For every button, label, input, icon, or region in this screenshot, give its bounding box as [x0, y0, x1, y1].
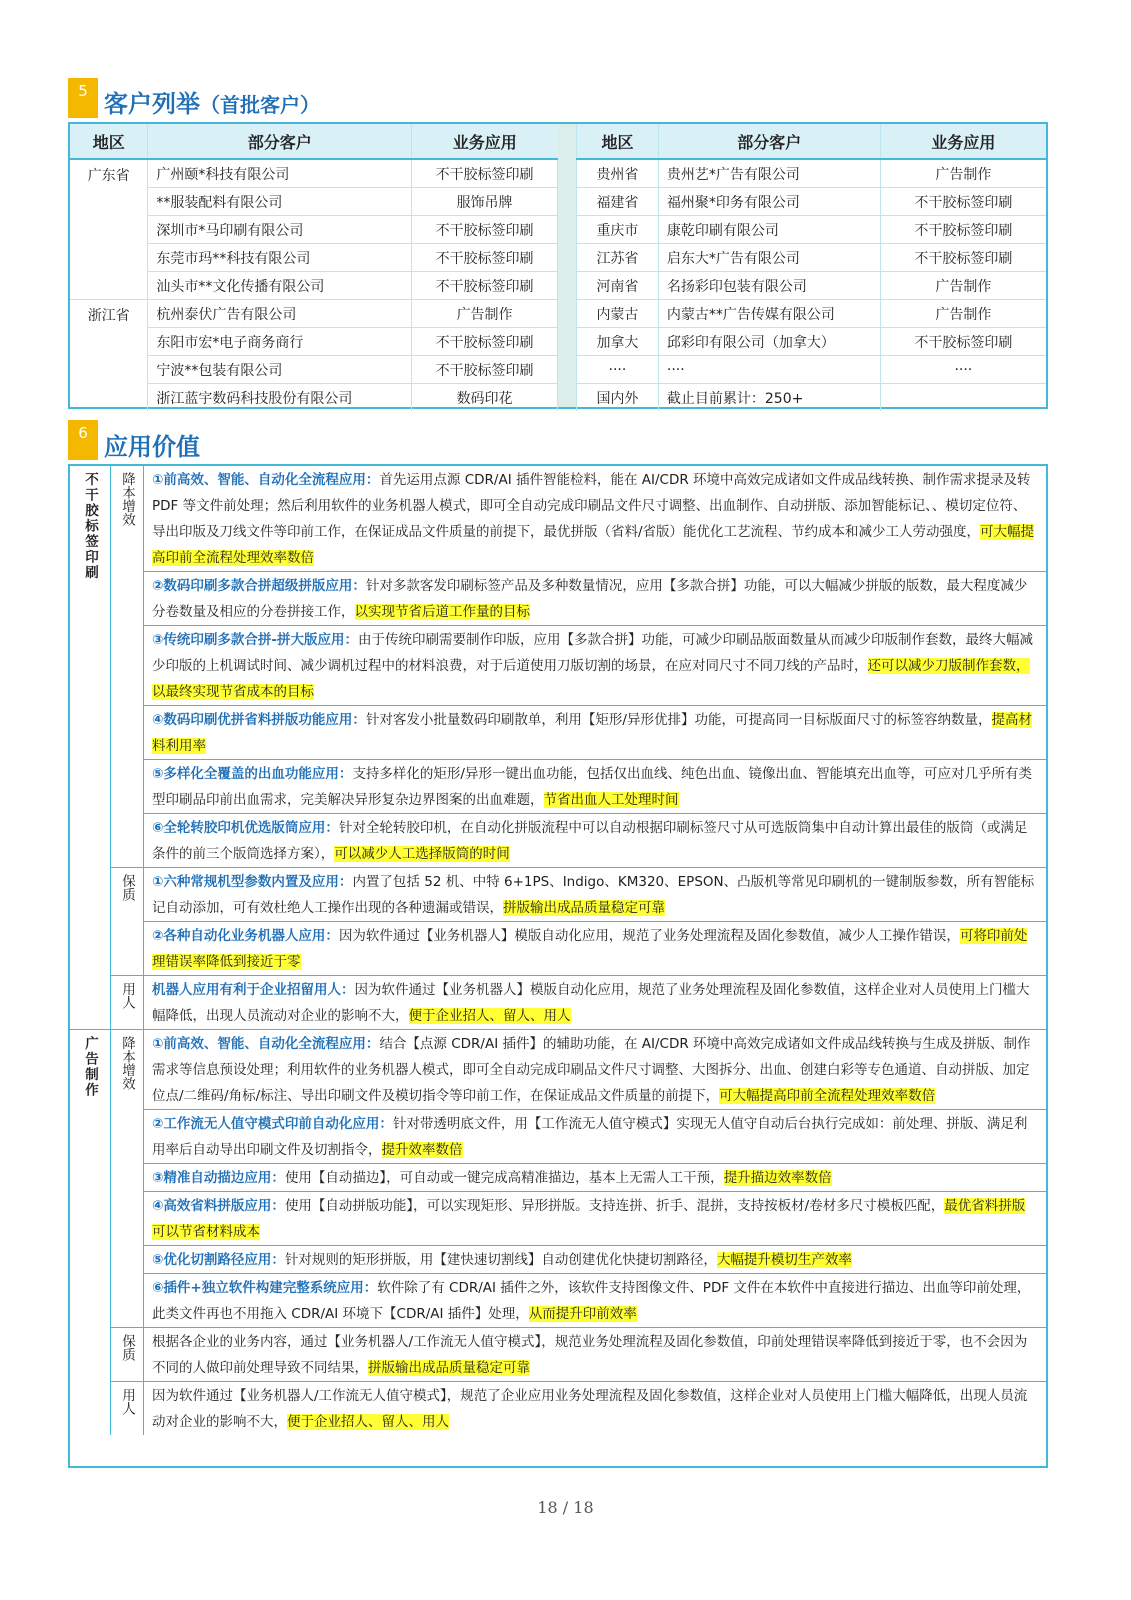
- item-lead: ③传统印刷多款合拼-拼大版应用：: [152, 632, 359, 648]
- value-item: [144, 1382, 1047, 1436]
- value-item: [144, 1030, 1047, 1110]
- header-region: 地区: [577, 124, 659, 159]
- item-body: 针对多款客发印刷标签产品及多种数量情况，应用【多款合拼】功能，可以大幅减少拼版的版数，最大程度减少分卷数量及相应的分卷拼接工作，: [152, 578, 1028, 620]
- table-row: [577, 159, 1047, 188]
- subcategory-text: 保质: [119, 1334, 135, 1361]
- region-cell: 加拿大: [577, 328, 659, 356]
- application-cell: 服饰吊牌: [412, 188, 558, 216]
- table-row: [70, 300, 558, 328]
- subcategory-cost-efficiency: [111, 1030, 144, 1328]
- region-cell: 福建省: [577, 188, 659, 216]
- header-application: 业务应用: [412, 124, 558, 159]
- page-number: 18 / 18: [537, 1498, 594, 1517]
- table-row: [70, 1328, 1046, 1382]
- table-row: [70, 466, 1046, 572]
- value-item: [144, 760, 1047, 814]
- application-cell: 不干胶标签印刷: [412, 356, 558, 384]
- table-row: [70, 814, 1046, 868]
- item-lead: ⑤优化切割路径应用：: [152, 1252, 285, 1268]
- table-row: [70, 1164, 1046, 1192]
- region-cell: 浙江省: [70, 300, 148, 412]
- item-highlight: 提升描边效率数倍: [723, 1170, 832, 1186]
- application-cell: 不干胶标签印刷: [880, 216, 1046, 244]
- customer-cell: 汕头市**文化传播有限公司: [148, 272, 412, 300]
- table-row: [70, 760, 1046, 814]
- item-lead: ②各种自动化业务机器人应用：: [152, 928, 339, 944]
- value-item: [144, 868, 1047, 922]
- subcategory-text: 用人: [119, 1388, 135, 1415]
- item-lead: ②数码印刷多款合拼超级拼版应用：: [152, 578, 366, 594]
- item-body: 由于传统印刷需要制作印版，应用【多款合拼】功能，可减少印刷品版面数量从而减少印版制作套数，最终大幅减少印版的上机调试时间、减少调机过程中的材料浪费，对于后道使用刀版切割的场景，在应对同尺寸不同刀线的产品时，: [152, 632, 1034, 674]
- item-body: 因为软件通过【业务机器人】模版自动化应用，规范了业务处理流程及固化参数值，这样企业对人员使用上门槛大幅降低，出现人员流动对企业的影响不大，: [152, 982, 1030, 1024]
- application-cell: [880, 384, 1046, 412]
- section-5-heading: [68, 78, 320, 118]
- customer-cell: 宁波**包装有限公司: [148, 356, 412, 384]
- value-item: [144, 1274, 1047, 1328]
- table-row: [70, 1110, 1046, 1164]
- table-row: [70, 1274, 1046, 1328]
- table-row: [70, 1382, 1046, 1436]
- item-highlight: 还可以减少刀版制作套数，以最终实现节省成本的目标: [152, 658, 1030, 700]
- customer-cell: 东阳市宏*电子商务商行: [148, 328, 412, 356]
- item-highlight: 提高材料利用率: [152, 712, 1032, 754]
- application-value-box: [68, 464, 1048, 1468]
- table-header-row: [577, 124, 1047, 159]
- value-item: [144, 1246, 1047, 1274]
- table-row: [577, 244, 1047, 272]
- value-item: [144, 814, 1047, 868]
- customer-cell: 广州颐*科技有限公司: [148, 159, 412, 188]
- region-cell: ····: [577, 356, 659, 384]
- table-row: [70, 572, 1046, 626]
- item-body: 针对带透明底文件，用【工作流无人值守模式】实现无人值守自动后台执行完成如：前处理、拼版、满足利用率后自动导出印刷文件及切割指令，: [152, 1116, 1028, 1158]
- item-lead: ④高效省料拼版应用：: [152, 1198, 285, 1214]
- header-application: 业务应用: [880, 124, 1046, 159]
- region-cell: 贵州省: [577, 159, 659, 188]
- region-cell: 广东省: [70, 159, 148, 300]
- item-lead: ①前高效、智能、自动化全流程应用：: [152, 1036, 380, 1052]
- customer-cell: 名扬彩印包装有限公司: [658, 272, 880, 300]
- category-text: 广告制作: [82, 1036, 98, 1098]
- item-highlight: 提升效率数倍: [381, 1142, 463, 1158]
- customer-cell: 邱彩印有限公司（加拿大）: [658, 328, 880, 356]
- item-highlight: 可将印前处理错误率降低到接近于零: [152, 928, 1028, 970]
- section-title-sub: （首批客户）: [200, 93, 320, 117]
- table-row: [577, 216, 1047, 244]
- table-row: [70, 1192, 1046, 1246]
- application-cell: 数码印花: [412, 384, 558, 412]
- customer-table-box: [68, 122, 1048, 409]
- customer-cell: ····: [658, 356, 880, 384]
- customer-cell: 深圳市*马印刷有限公司: [148, 216, 412, 244]
- item-body: 使用【自动拼版功能】，可以实现矩形、异形拼版。支持连拼、折手、混拼，支持按板材/卷材多尺寸模板匹配，: [284, 1198, 945, 1214]
- value-item: [144, 706, 1047, 760]
- item-body: 软件除了有 CDR/AI 插件之外，该软件支持图像文件、PDF 文件在本软件中直接进行描边、出血等印前处理，此类文件再也不用拖入 CDR/AI 环境下【CDR/AI 插件】处理，: [152, 1280, 1031, 1322]
- item-body: 因为软件通过【业务机器人/工作流无人值守模式】，规范了企业应用业务处理流程及固化参数值，这样企业对人员使用上门槛大幅降低，出现人员流动对企业的影响不大，: [152, 1388, 1028, 1430]
- item-highlight: 从而提升印前效率: [528, 1306, 637, 1322]
- customer-table-left: [70, 124, 558, 411]
- application-cell: 广告制作: [880, 272, 1046, 300]
- customer-cell: 启东大*广告有限公司: [658, 244, 880, 272]
- application-value-table: [70, 466, 1046, 1435]
- item-highlight: 便于企业招人、留人、用人: [408, 1008, 571, 1024]
- region-cell: 河南省: [577, 272, 659, 300]
- category-label-printing: [70, 466, 111, 1030]
- application-cell: ····: [880, 356, 1046, 384]
- item-body: 首先运用点源 CDR/AI 插件智能检料，能在 AI/CDR 环境中高效完成诸如文件成品线转换、制作需求提录及转 PDF 等文件前处理；然后利用软件的业务机器人模式，即可全自动完成印刷品文件尺寸调整、出血制作、自动拼版、添加智能标记、、模切定位符、导出印版及刀线文件等印前工作，在保证成品文件质量的前提下，最优拼版（省料/省版）能优化工艺流程、节约成本和减少工人劳动强度，: [152, 472, 1031, 540]
- item-lead: ⑤多样化全覆盖的出血功能应用：: [152, 766, 353, 782]
- item-highlight: 以实现节省后道工作量的目标: [354, 604, 530, 620]
- item-lead: 机器人应用有利于企业招留用人：: [152, 982, 355, 998]
- value-item: [144, 1110, 1047, 1164]
- table-row: [577, 300, 1047, 328]
- customer-cell: 东莞市玛**科技有限公司: [148, 244, 412, 272]
- customer-cell: 截止目前累计：250+: [658, 384, 880, 412]
- table-row: [577, 328, 1047, 356]
- item-highlight: 可大幅提高印前全流程处理效率数倍: [719, 1088, 936, 1104]
- value-item: [144, 466, 1047, 572]
- item-body: 内置了包括 52 机、中特 6+1PS、Indigo、KM320、EPSON、凸版机等常见印刷机的一键制版参数，所有智能标记自动添加，可有效杜绝人工操作出现的各种遗漏或错误，: [152, 874, 1035, 916]
- region-cell: 内蒙古: [577, 300, 659, 328]
- customer-cell: **服装配料有限公司: [148, 188, 412, 216]
- item-highlight: 拼版输出成品质量稳定可靠: [368, 1360, 530, 1376]
- customer-cell: 福州聚*印务有限公司: [658, 188, 880, 216]
- item-lead: ①前高效、智能、自动化全流程应用：: [152, 472, 380, 488]
- table-row: [70, 706, 1046, 760]
- section-title: 应用价值: [104, 433, 200, 461]
- subcategory-text: 降本增效: [119, 1036, 135, 1090]
- region-cell: 重庆市: [577, 216, 659, 244]
- application-cell: 不干胶标签印刷: [412, 328, 558, 356]
- table-row: [70, 868, 1046, 922]
- item-body: 根据各企业的业务内容，通过【业务机器人/工作流无人值守模式】，规范业务处理流程及固化参数值，印前处理错误率降低到接近于零，也不会因为不同的人做印前处理导致不同结果，: [152, 1334, 1028, 1376]
- value-item: [144, 922, 1047, 976]
- section-number: 5: [68, 78, 98, 118]
- header-customers: 部分客户: [658, 124, 880, 159]
- category-text: 不干胶标签印刷: [82, 472, 98, 581]
- application-cell: 广告制作: [412, 300, 558, 328]
- application-cell: 不干胶标签印刷: [412, 216, 558, 244]
- item-highlight: 节省出血人工处理时间: [543, 792, 679, 808]
- item-body: 因为软件通过【业务机器人】模版自动化应用，规范了业务处理流程及固化参数值，减少人工操作错误，: [338, 928, 960, 944]
- category-ad-production: [70, 1030, 111, 1436]
- application-cell: 广告制作: [880, 159, 1046, 188]
- table-row: [70, 1246, 1046, 1274]
- table-row: [70, 1030, 1046, 1110]
- region-cell: 江苏省: [577, 244, 659, 272]
- customer-cell: 浙江蓝宇数码科技股份有限公司: [148, 384, 412, 412]
- item-body: 结合【点源 CDR/AI 插件】的辅助功能，在 AI/CDR 环境中高效完成诸如文件成品线转换与生成及拼版、制作需求等信息预设处理；利用软件的业务机器人模式，即可全自动完成印刷品文件尺寸调整、大图拆分、出血、创建白彩等专色通道、自动拼版、加定位点/二维码/角标/标注、导出印刷文件及模切指令等印前工作，在保证成品文件质量的前提下，: [152, 1036, 1031, 1104]
- section-6-heading: [68, 420, 200, 460]
- application-cell: 不干胶标签印刷: [412, 244, 558, 272]
- application-cell: 不干胶标签印刷: [880, 188, 1046, 216]
- subcategory-quality: [111, 868, 144, 976]
- section-title: [104, 91, 320, 118]
- table-row: [577, 384, 1047, 412]
- value-item: [144, 1192, 1047, 1246]
- subcategory-text: 保质: [119, 874, 135, 901]
- table-row: [577, 356, 1047, 384]
- section-number: 6: [68, 420, 98, 460]
- table-row: [70, 159, 558, 188]
- application-cell: 不干胶标签印刷: [412, 272, 558, 300]
- application-cell: 不干胶标签印刷: [412, 159, 558, 188]
- item-body: 针对全轮转胶印机，在自动化拼版流程中可以自动根据印刷标签尺寸从可选版筒集中自动计算出最佳的版筒（或满足条件的前三个版筒选择方案），: [152, 820, 1028, 862]
- item-highlight: 可以减少人工选择版筒的时间: [334, 846, 510, 862]
- table-row: [70, 922, 1046, 976]
- application-cell: 广告制作: [880, 300, 1046, 328]
- application-cell: 不干胶标签印刷: [880, 328, 1046, 356]
- table-divider: [558, 124, 576, 407]
- item-lead: ③精准自动描边应用：: [152, 1170, 285, 1186]
- item-highlight: 可大幅提高印前全流程处理效率数倍: [152, 524, 1035, 566]
- table-row: [577, 272, 1047, 300]
- subcategory-people: [111, 1382, 144, 1436]
- item-highlight: 最优省料拼版可以节省材料成本: [152, 1198, 1026, 1240]
- application-cell: 不干胶标签印刷: [880, 244, 1046, 272]
- value-item: [144, 1164, 1047, 1192]
- item-body: 使用【自动描边】，可自动或一键完成高精准描边，基本上无需人工干预，: [284, 1170, 724, 1186]
- table-header-row: [70, 124, 558, 159]
- item-highlight: 大幅提升模切生产效率: [716, 1252, 852, 1268]
- item-lead: ④数码印刷优拼省料拼版功能应用：: [152, 712, 366, 728]
- section-title-main: 客户列举: [104, 90, 200, 118]
- table-row: [577, 188, 1047, 216]
- item-lead: ⑥全轮转胶印机优选版筒应用：: [152, 820, 339, 836]
- item-lead: ⑥插件+独立软件构建完整系统应用：: [152, 1280, 378, 1296]
- region-cell: 国内外: [577, 384, 659, 412]
- customer-cell: 杭州泰伏广告有限公司: [148, 300, 412, 328]
- subcategory-cost-efficiency: [111, 466, 144, 868]
- table-row: [70, 626, 1046, 706]
- customer-cell: 内蒙古**广告传媒有限公司: [658, 300, 880, 328]
- item-highlight: 拼版输出成品质量稳定可靠: [503, 900, 665, 916]
- item-lead: ②工作流无人值守模式印前自动化应用：: [152, 1116, 393, 1132]
- table-row: [70, 976, 1046, 1030]
- value-item: [144, 572, 1047, 626]
- value-item: [144, 626, 1047, 706]
- item-highlight: 便于企业招人、留人、用人: [287, 1414, 449, 1430]
- header-region: 地区: [70, 124, 148, 159]
- header-customers: 部分客户: [148, 124, 412, 159]
- subcategory-text: 用人: [119, 982, 135, 1009]
- item-body: 针对客发小批量数码印刷散单，利用【矩形/异形优排】功能，可提高同一目标版面尺寸的标签容纳数量，: [365, 712, 992, 728]
- subcategory-people: [111, 976, 144, 1030]
- subcategory-quality: [111, 1328, 144, 1382]
- item-lead: ①六种常规机型参数内置及应用：: [152, 874, 353, 890]
- value-item: [144, 976, 1047, 1030]
- item-body: 支持多样化的矩形/异形一键出血功能，包括仅出血线、纯色出血、镜像出血、智能填充出血等，可应对几乎所有类型印刷品印前出血需求，完美解决异形复杂边界图案的出血难题，: [152, 766, 1032, 808]
- value-item: [144, 1328, 1047, 1382]
- customer-cell: 康乾印刷有限公司: [658, 216, 880, 244]
- item-body: 针对规则的矩形拼版，用【建快速切割线】自动创建优化快捷切割路径，: [284, 1252, 717, 1268]
- customer-table-right: [576, 124, 1046, 411]
- subcategory-text: 降本增效: [119, 472, 135, 526]
- customer-cell: 贵州艺*广告有限公司: [658, 159, 880, 188]
